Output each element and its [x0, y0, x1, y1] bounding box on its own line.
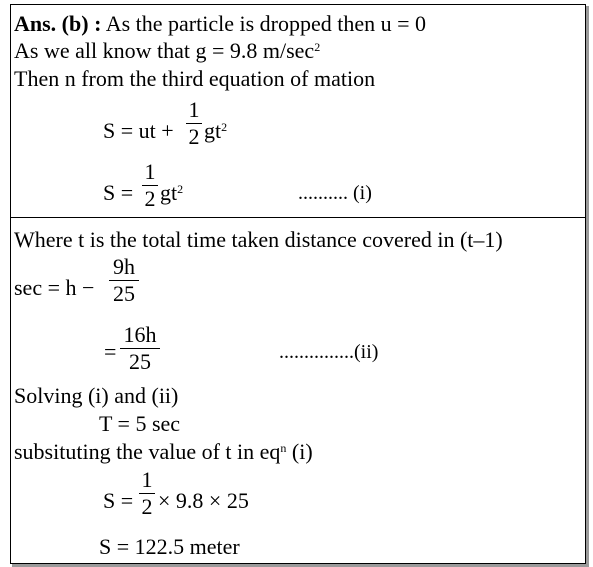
eq1-left: S = ut +	[103, 118, 174, 143]
eq2-right-text: gt	[160, 180, 178, 205]
gravity-line	[14, 38, 320, 64]
eq2-label: .......... (i)	[298, 182, 372, 204]
solving-line: Solving (i) and (ii)	[14, 383, 179, 408]
eq1-right	[204, 118, 227, 144]
eq5-denominator: 2	[141, 494, 153, 519]
answer-label: Ans. (b) :	[14, 11, 102, 36]
eq1-numerator: 1	[188, 97, 200, 122]
eq5-fraction	[139, 468, 155, 519]
eq3-fraction	[109, 255, 139, 306]
eq2-fraction	[142, 160, 158, 211]
time-result-line: T = 5 sec	[99, 411, 181, 436]
eq5-right: × 9.8 × 25	[158, 488, 249, 513]
substituting-text: subsituting the value of t in eq	[14, 439, 281, 464]
eq2-right	[160, 180, 183, 206]
particle-dropped-text: As the particle is dropped then u = 0	[101, 11, 427, 36]
third-equation-line: Then n from the third equation of mation	[14, 66, 376, 91]
eq-superscript: n	[280, 441, 287, 455]
eq2-exponent: 2	[177, 182, 184, 196]
eq3-left: sec = h −	[14, 275, 95, 300]
eq4-numerator: 16h	[123, 322, 157, 347]
eq4-label: ...............(ii)	[279, 341, 379, 363]
answer-box-bottom	[10, 217, 586, 564]
eq1-right-text: gt	[204, 118, 222, 143]
eq3-numerator: 9h	[113, 254, 135, 279]
substituting-line	[14, 439, 313, 465]
eq1-fraction	[186, 98, 202, 149]
box-shadow-right	[586, 6, 589, 567]
answer-box-top	[10, 4, 586, 217]
eq5-left: S =	[103, 488, 134, 513]
eq5-numerator: 1	[141, 467, 153, 492]
gravity-text: As we all know that g = 9.8 m/sec	[14, 38, 315, 63]
eq1-denominator: 2	[188, 124, 200, 149]
eq4-fraction	[120, 323, 160, 374]
eq2-numerator: 1	[144, 159, 156, 184]
gravity-exponent: 2	[314, 40, 321, 54]
substituting-end: (i)	[286, 439, 313, 464]
answer-intro-line	[14, 11, 426, 37]
eq3-denominator: 25	[113, 281, 135, 306]
eq2-denominator: 2	[144, 186, 156, 211]
final-result-line: S = 122.5 meter	[99, 534, 240, 559]
where-t-line: Where t is the total time taken distance covered in (t–1)	[14, 227, 503, 252]
eq2-left: S =	[103, 180, 134, 205]
eq4-denominator: 25	[129, 349, 151, 374]
eq4-left: =	[104, 339, 117, 364]
eq1-exponent: 2	[221, 120, 228, 134]
